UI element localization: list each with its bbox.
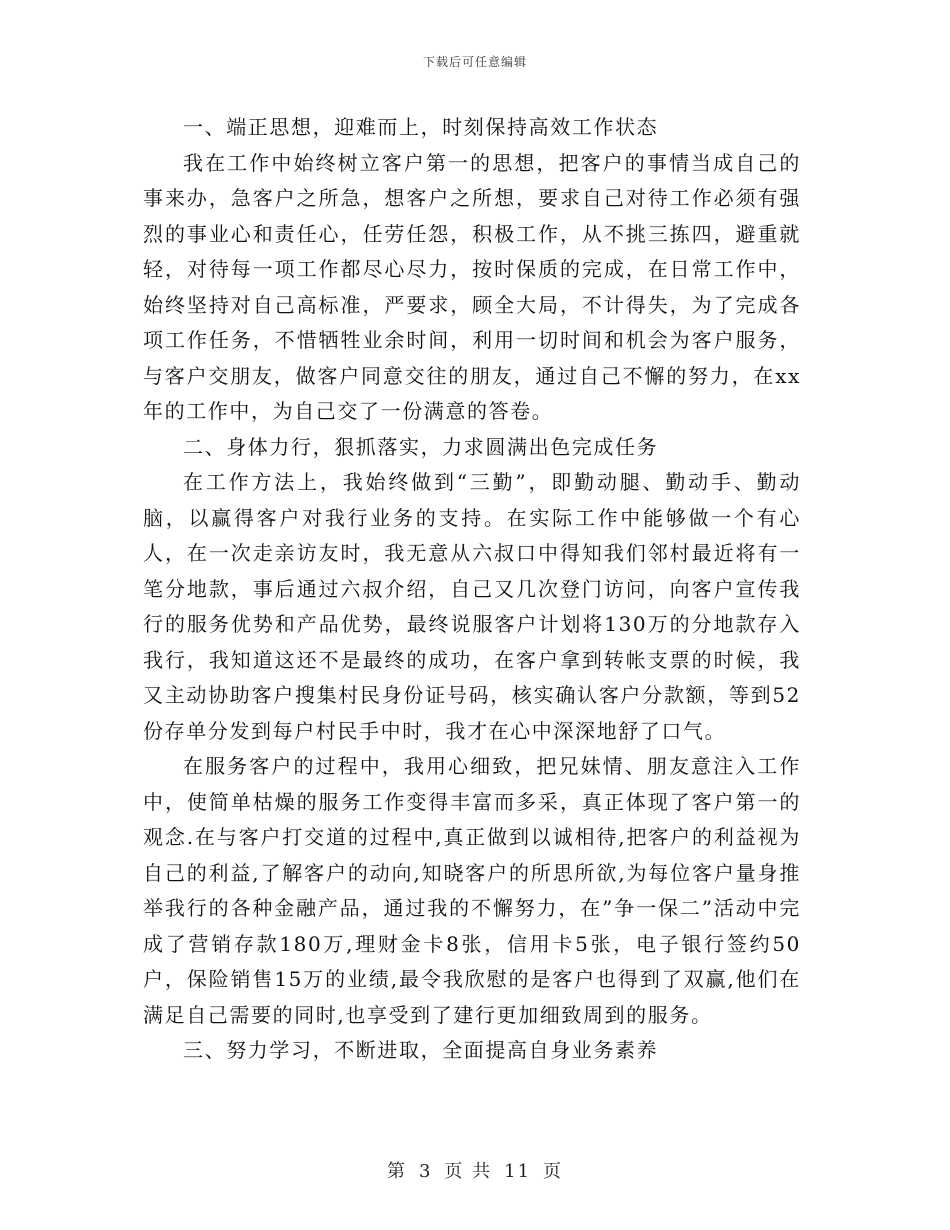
section-1-paragraph-1: 我在工作中始终树立客户第一的思想，把客户的事情当成自己的事来办，急客户之所急，想客户之所想，要求自己对待工作必须有强烈的事业心和责任心，任劳任怨，积极工作，从不挑三拣四，避重就轻，对待每一项工作都尽心尽力，按时保质的完成，在日常工作中，始终坚持对自己高标准，严要求，顾全大局，不计得失，为了完成各项工作任务，不惜牺牲业余时间，利用一切时间和机会为客户服务，与客户交朋友，做客户同意交往的朋友，通过自己不懈的努力，在xx年的工作中，为自己交了一份满意的答卷。 (143, 150, 801, 423)
section-2-paragraph-2: 在服务客户的过程中，我用心细致，把兄妹情、朋友意注入工作中，使简单枯燥的服务工作变得丰富而多采，真正体现了客户第一的观念.在与客户打交道的过程中,真正做到以诚相待,把客户的利益视为自己的利益,了解客户的动向,知晓客户的所思所欲,为每位客户量身推举我行的各种金融产品，通过我的不懈努力，在”争一保二”活动中完成了营销存款180万,理财金卡8张，信用卡5张，电子银行签约50户，保险销售15万的业绩,最令我欣慰的是客户也得到了双赢,他们在满足自己需要的同时,也享受到了建行更加细致周到的服务。 (143, 754, 801, 1027)
page-header: 下载后可任意编辑 (422, 55, 527, 69)
section-heading-2: 二、身体力行，狠抓落实，力求圆满出色完成任务 (183, 434, 659, 459)
section-2-paragraph-1: 在工作方法上，我始终做到“三勤”，即勤动腿、勤动手、勤动脑，以赢得客户对我行业务的支持。在实际工作中能够做一个有心人，在一次走亲访友时，我无意从六叔口中得知我们邻村最近将有一笔分地款，事后通过六叔介绍，自己又几次登门访问，向客户宣传我行的服务优势和产品优势，最终说服客户计划将130万的分地款存入我行，我知道这还不是最终的成功，在客户拿到转帐支票的时候，我又主动协助客户搜集村民身份证号码，核实确认客户分款额，等到52份存单分发到每户村民手中时，我才在心中深深地舒了口气。 (143, 470, 801, 743)
footer-prefix: 第 (386, 1161, 407, 1182)
section-heading-3: 三、努力学习，不断进取，全面提高自身业务素养 (183, 1038, 659, 1062)
footer-total-pages: 11 (504, 1161, 532, 1182)
footer-current-page: 3 (418, 1161, 433, 1182)
footer-suffix: 页 (543, 1161, 564, 1182)
section-heading-1: 一、端正思想，迎难而上，时刻保持高效工作状态 (183, 115, 659, 139)
document-body (143, 110, 801, 1069)
footer-middle: 页 共 (444, 1161, 493, 1182)
page-footer (0, 1157, 950, 1183)
